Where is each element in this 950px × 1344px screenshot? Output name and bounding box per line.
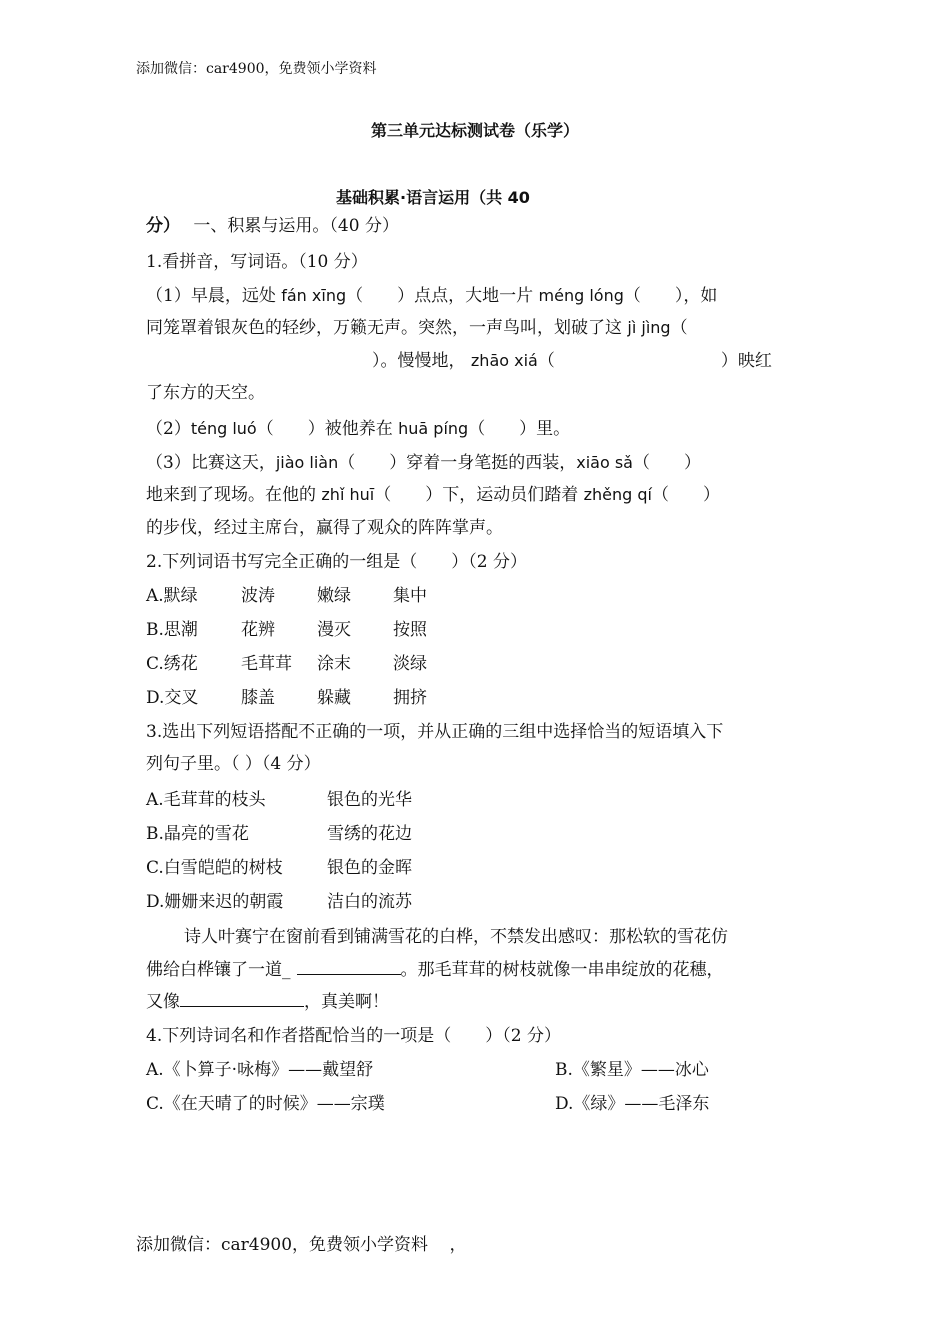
option-phrase: D.姗姗来迟的朝霞	[146, 892, 284, 912]
text: （	[537, 351, 555, 371]
q3-passage-line3	[146, 990, 389, 1013]
q2-option-d	[146, 687, 427, 709]
text: ，真美啊！	[304, 992, 389, 1012]
option-phrase: 雪绣的花边	[327, 824, 412, 844]
q3-option-c	[146, 857, 412, 879]
footer-mark: ，	[449, 1235, 467, 1255]
section-title-cont: 分）	[146, 216, 180, 236]
page-footer	[136, 1230, 466, 1255]
option-word: 淡绿	[393, 654, 427, 674]
text: ）。慢慢地，	[372, 351, 466, 371]
text: （ ）	[632, 453, 701, 473]
q1-part3-line1	[146, 452, 701, 474]
text: 同笼罩着银灰色的轻纱，万籁无声。突然，一声鸟叫，划破了这	[146, 318, 622, 338]
pinyin: huā píng	[398, 419, 469, 438]
option-phrase: 洁白的流苏	[327, 892, 412, 912]
q3-option-b	[146, 823, 412, 845]
q2-option-c	[146, 653, 427, 675]
q1-part1-line1	[146, 285, 717, 307]
option-word: 漫灭	[317, 620, 351, 640]
page-header: 添加微信：car4900，免费领小学资料	[136, 61, 377, 77]
option-phrase: A.毛茸茸的枝头	[146, 790, 266, 810]
q1-part1-line3	[372, 350, 772, 372]
fill-blank-2[interactable]	[180, 990, 304, 1007]
option-word: 涂末	[317, 654, 351, 674]
text: （	[670, 318, 688, 338]
question-3-stem-line1: 3.选出下列短语搭配不正确的一项，并从正确的三组中选择恰当的短语填入下	[146, 722, 724, 742]
pinyin: zhěng qí	[583, 485, 652, 504]
text: （ ）下，运动员们踏着	[374, 485, 579, 505]
text: （ ）	[651, 485, 720, 505]
q1-part3-line2	[146, 484, 720, 506]
page-title: 第三单元达标测试卷（乐学）	[370, 121, 579, 140]
option-phrase: B.晶亮的雪花	[146, 824, 249, 844]
option-word: 波涛	[241, 586, 275, 606]
q4-option-d: D.《绿》——毛泽东	[555, 1094, 710, 1114]
question-4-stem: 4.下列诗词名和作者搭配恰当的一项是（ ）（2 分）	[146, 1026, 561, 1046]
option-word: 拥挤	[393, 688, 427, 708]
question-2-stem: 2.下列词语书写完全正确的一组是（ ）（2 分）	[146, 552, 527, 572]
text: 地来到了现场。在他的	[146, 485, 316, 505]
text: 。那毛茸茸的树枝就像一串串绽放的花穗，	[400, 960, 724, 980]
pinyin: zhǐ huī	[321, 485, 375, 504]
part-one-heading: 一、积累与运用。（40 分）	[193, 216, 399, 236]
pinyin: fán xīng	[281, 286, 347, 305]
text: （ ）点点，大地一片	[346, 286, 534, 306]
pinyin: jiào liàn	[275, 453, 339, 472]
section-title: 基础积累·语言运用（共 40	[336, 188, 530, 207]
option-word: 躲藏	[317, 688, 351, 708]
q4-option-c: C.《在天晴了的时候》——宗璞	[146, 1094, 385, 1114]
q3-passage-line1: 诗人叶赛宁在窗前看到铺满雪花的白桦，不禁发出感叹：那松软的雪花仿	[184, 927, 728, 947]
option-word: 嫩绿	[317, 586, 351, 606]
footer-text: 添加微信：car4900，免费领小学资料	[136, 1235, 429, 1255]
pinyin: zhāo xiá	[470, 351, 538, 370]
text: （2）	[146, 419, 191, 439]
option-phrase: 银色的光华	[327, 790, 412, 810]
text: 又像	[146, 992, 180, 1012]
text: （ ），如	[623, 286, 718, 306]
pinyin: téng luó	[190, 419, 257, 438]
q4-option-a: A.《卜算子·咏梅》——戴望舒	[146, 1060, 374, 1080]
part-one-line	[146, 215, 399, 237]
option-word: 集中	[393, 586, 427, 606]
option-word: C.绣花	[146, 654, 198, 674]
pinyin: xiāo sǎ	[576, 453, 633, 472]
option-phrase: 银色的金晖	[327, 858, 412, 878]
fill-blank-1[interactable]	[297, 958, 401, 975]
text: （ ）被他养在	[256, 419, 393, 439]
text: （ ）穿着一身笔挺的西装，	[338, 453, 577, 473]
text: （ ）里。	[468, 419, 571, 439]
option-word: 按照	[393, 620, 427, 640]
question-1-stem: 1.看拼音，写词语。（10 分）	[146, 252, 368, 272]
text: ）映红	[720, 351, 772, 371]
q1-part2	[146, 418, 570, 440]
q3-passage-line2	[146, 958, 724, 981]
q4-option-b: B.《繁星》——冰心	[555, 1060, 709, 1080]
question-3-stem-line2: 列句子里。（ ）（4 分）	[146, 754, 321, 774]
q1-part3-line3: 的步伐，经过主席台，赢得了观众的阵阵掌声。	[146, 518, 503, 538]
pinyin: jì jìng	[627, 318, 671, 337]
text: （1）早晨，远处	[146, 286, 276, 306]
q1-part1-line2	[146, 317, 688, 339]
q1-part1-line4: 了东方的天空。	[146, 383, 265, 403]
option-word: A.默绿	[146, 586, 198, 606]
text: （3）比赛这天，	[146, 453, 276, 473]
q3-option-a	[146, 789, 412, 811]
option-word: 毛茸茸	[241, 654, 292, 674]
option-word: 花辨	[241, 620, 275, 640]
q2-option-b	[146, 619, 427, 641]
pinyin: méng lóng	[538, 286, 624, 305]
text: 佛给白桦镶了一道_	[146, 960, 291, 980]
option-word: D.交叉	[146, 688, 199, 708]
option-phrase: C.白雪皑皑的树枝	[146, 858, 283, 878]
q2-option-a	[146, 585, 427, 607]
option-word: 膝盖	[241, 688, 275, 708]
option-word: B.思潮	[146, 620, 198, 640]
q3-option-d	[146, 891, 412, 913]
